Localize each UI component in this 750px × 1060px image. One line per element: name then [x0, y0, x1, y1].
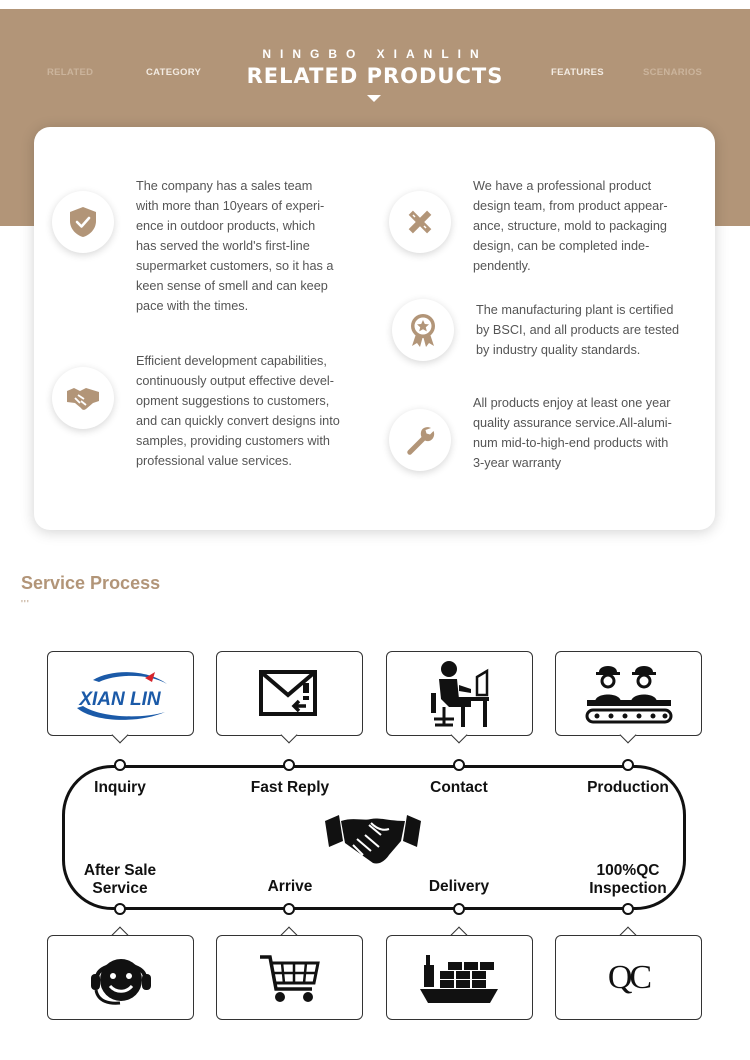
person-computer-icon — [429, 659, 491, 729]
section-title-mark: ''' — [21, 599, 30, 610]
factory-workers-icon — [583, 662, 675, 726]
shopping-cart-icon — [258, 951, 322, 1005]
feature-text-warranty: All products enjoy at least one year quality assurance service.All-alumi- num mid-to-high-end products with 3-year warranty — [473, 396, 672, 470]
step-delivery: Delivery — [428, 878, 490, 895]
feature-text-sales: The company has a sales team with more than 10years of experi- ence in outdoor products, which has served the world's first-line supermarket customers, so it has a keen sense of smell and can keep pace with the times. — [136, 179, 334, 313]
step-fast-reply: Fast Reply — [250, 779, 330, 796]
nav-related[interactable]: RELATED — [47, 67, 94, 78]
logo-box — [47, 651, 194, 736]
pencil-ruler-icon — [389, 191, 451, 253]
step-arrive: Arrive — [267, 878, 313, 895]
section-title: Service Process — [21, 573, 161, 593]
cart-box — [216, 935, 363, 1020]
production-box — [555, 651, 702, 736]
step-qc-inspection: 100%QC Inspection — [589, 862, 667, 897]
caret-down-icon — [367, 95, 381, 102]
step-after-sale: After Sale Service — [83, 862, 157, 897]
mail-reply-icon — [259, 669, 321, 719]
xianlin-logo-icon — [63, 664, 178, 724]
qc-icon: QC — [607, 958, 650, 996]
feature-text-certification: The manufacturing plant is certified by BSCI, and all products are tested by industry quality standards. — [476, 303, 680, 357]
nav-scenarios[interactable]: SCENARIOS — [643, 67, 703, 78]
qc-box — [555, 935, 702, 1020]
step-inquiry: Inquiry — [94, 779, 146, 796]
page-title: RELATED PRODUCTS — [246, 64, 504, 88]
nav-category[interactable]: CATEGORY — [146, 67, 202, 78]
shield-check-icon — [52, 191, 114, 253]
contact-box — [386, 651, 533, 736]
handshake-icon — [52, 367, 114, 429]
step-contact: Contact — [430, 779, 488, 796]
nav-features[interactable]: FEATURES — [551, 67, 604, 78]
headset-support-icon — [88, 948, 154, 1008]
support-box — [47, 935, 194, 1020]
feature-text-development: Efficient development capabilities, continuously output effective devel- opment suggestions to customers, and can quickly convert designs into samples, providing customers with professional value services. — [136, 354, 340, 468]
step-production: Production — [587, 779, 669, 796]
feature-text-design: We have a professional product design team, from product appear- ance, structure, mold to packaging design, can be completed inde- pendently. — [473, 179, 668, 273]
mail-box — [216, 651, 363, 736]
logo-text: XIAN LIN — [79, 688, 161, 710]
top-strip — [0, 0, 750, 9]
award-ribbon-icon — [392, 299, 454, 361]
wrench-icon — [389, 409, 451, 471]
delivery-box — [386, 935, 533, 1020]
cargo-ship-icon — [420, 951, 500, 1005]
handshake-center-icon — [323, 811, 423, 869]
brand-name: NINGBO XIANLIN — [262, 47, 488, 61]
